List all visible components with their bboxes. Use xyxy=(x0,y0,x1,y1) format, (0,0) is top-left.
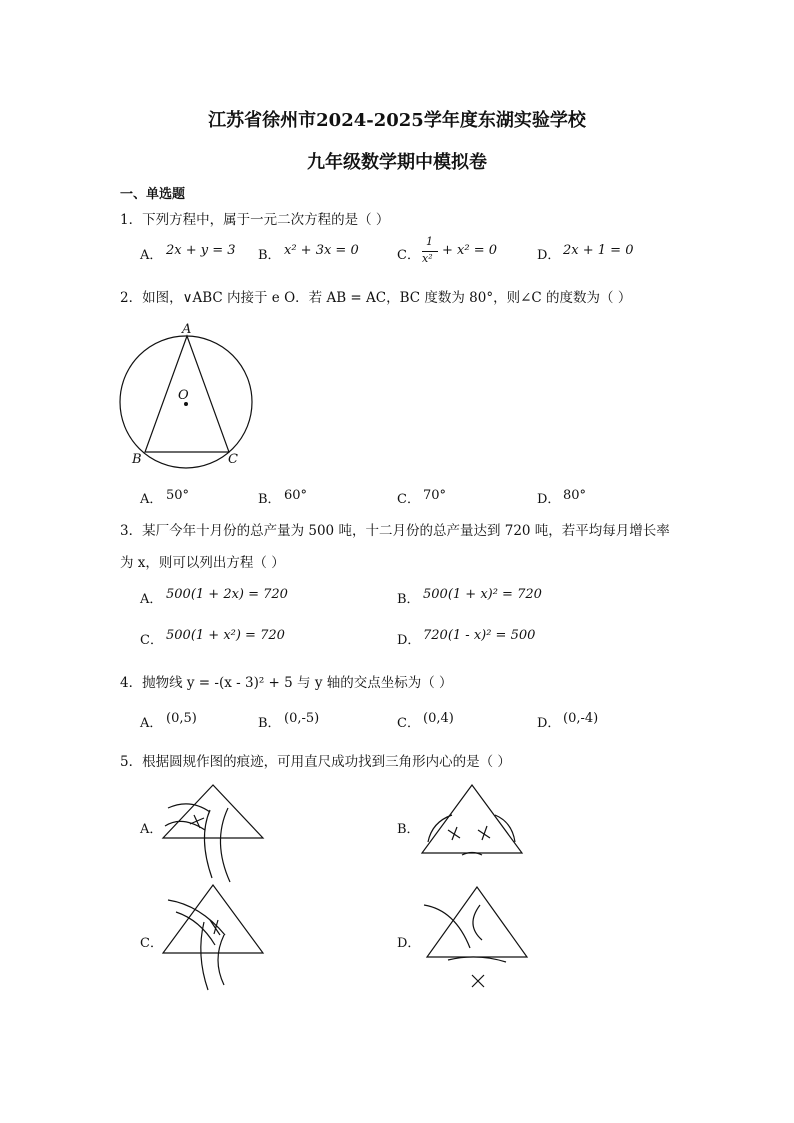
figure-a xyxy=(163,785,263,882)
fig-label-o: O xyxy=(178,388,189,403)
q1-option-c-rest: + x² = 0 xyxy=(442,243,497,258)
q3-option-a: 500(1 + 2x) = 720 xyxy=(166,587,288,602)
q1-option-b-label: B． xyxy=(258,248,281,263)
question-1-stem: 1．下列方程中，属于一元二次方程的是（ ） xyxy=(120,212,390,228)
q2-option-b: 60° xyxy=(284,488,308,503)
q1-option-d: 2x + 1 = 0 xyxy=(563,243,634,258)
q4-option-a-label: A． xyxy=(140,716,163,731)
figure-b xyxy=(422,785,522,855)
q5-option-d-label: D． xyxy=(397,936,421,951)
q2-option-c: 70° xyxy=(423,488,447,503)
page-title-line2: 九年级数学期中模拟卷 xyxy=(307,152,487,173)
q1-option-c-label: C． xyxy=(397,248,420,263)
q5-option-b-label: B． xyxy=(397,822,420,837)
q5-option-c-label: C． xyxy=(140,936,163,951)
q4-option-d: (0,-4) xyxy=(563,711,599,726)
q3-option-c-label: C． xyxy=(140,633,163,648)
q3-option-d-label: D． xyxy=(397,633,421,648)
section-heading: 一、单选题 xyxy=(120,187,186,202)
q3-option-c: 500(1 + x²) = 720 xyxy=(166,628,285,643)
fig-label-a: A xyxy=(182,322,192,337)
q4-option-c-label: C． xyxy=(397,716,420,731)
q4-option-a: (0,5) xyxy=(166,711,197,726)
q3-option-b-label: B． xyxy=(397,592,420,607)
q3-option-d: 720(1 - x)² = 500 xyxy=(423,628,536,643)
question-3-stem-line2: 为 x，则可以列出方程（ ） xyxy=(120,555,285,571)
q4-option-b: (0,-5) xyxy=(284,711,320,726)
q2-option-d: 80° xyxy=(563,488,587,503)
question-5-stem: 5．根据圆规作图的痕迹，可用直尺成功找到三角形内心的是（ ） xyxy=(120,754,511,770)
q1-option-c-denominator: x² xyxy=(422,252,433,265)
fig-label-c: C xyxy=(228,452,238,467)
figure-d xyxy=(424,887,527,987)
q2-option-a-label: A． xyxy=(140,492,163,507)
q2-option-b-label: B． xyxy=(258,492,281,507)
fig-label-b: B xyxy=(132,452,142,467)
question-4-stem: 4．抛物线 y = -(x - 3)² + 5 与 y 轴的交点坐标为（ ） xyxy=(120,675,453,691)
q2-option-d-label: D． xyxy=(537,492,561,507)
page-title-line1: 江苏省徐州市2024-2025学年度东湖实验学校 xyxy=(208,110,586,131)
q2-option-c-label: C． xyxy=(397,492,420,507)
q4-option-b-label: B． xyxy=(258,716,281,731)
question-3-stem-line1: 3．某厂今年十月份的总产量为 500 吨，十二月份的总产量达到 720 吨，若平均每月增长率 xyxy=(120,523,670,539)
q1-option-b: x² + 3x = 0 xyxy=(284,243,359,258)
figure-c xyxy=(163,885,263,990)
q5-option-a-label: A． xyxy=(140,822,163,837)
q1-option-a-label: A． xyxy=(140,248,163,263)
q3-option-b: 500(1 + x)² = 720 xyxy=(423,587,542,602)
q1-option-c-numerator: 1 xyxy=(426,235,433,248)
question-2-stem: 2．如图，∨ABC 内接于 e O．若 AB = AC，BC 度数为 80°，则∠C 的度数为（ ） xyxy=(120,290,632,306)
q4-option-c: (0,4) xyxy=(423,711,454,726)
q1-option-a: 2x + y = 3 xyxy=(166,243,236,258)
q1-option-d-label: D． xyxy=(537,248,561,263)
q4-option-d-label: D． xyxy=(537,716,561,731)
q3-option-a-label: A． xyxy=(140,592,163,607)
q2-option-a: 50° xyxy=(166,488,190,503)
